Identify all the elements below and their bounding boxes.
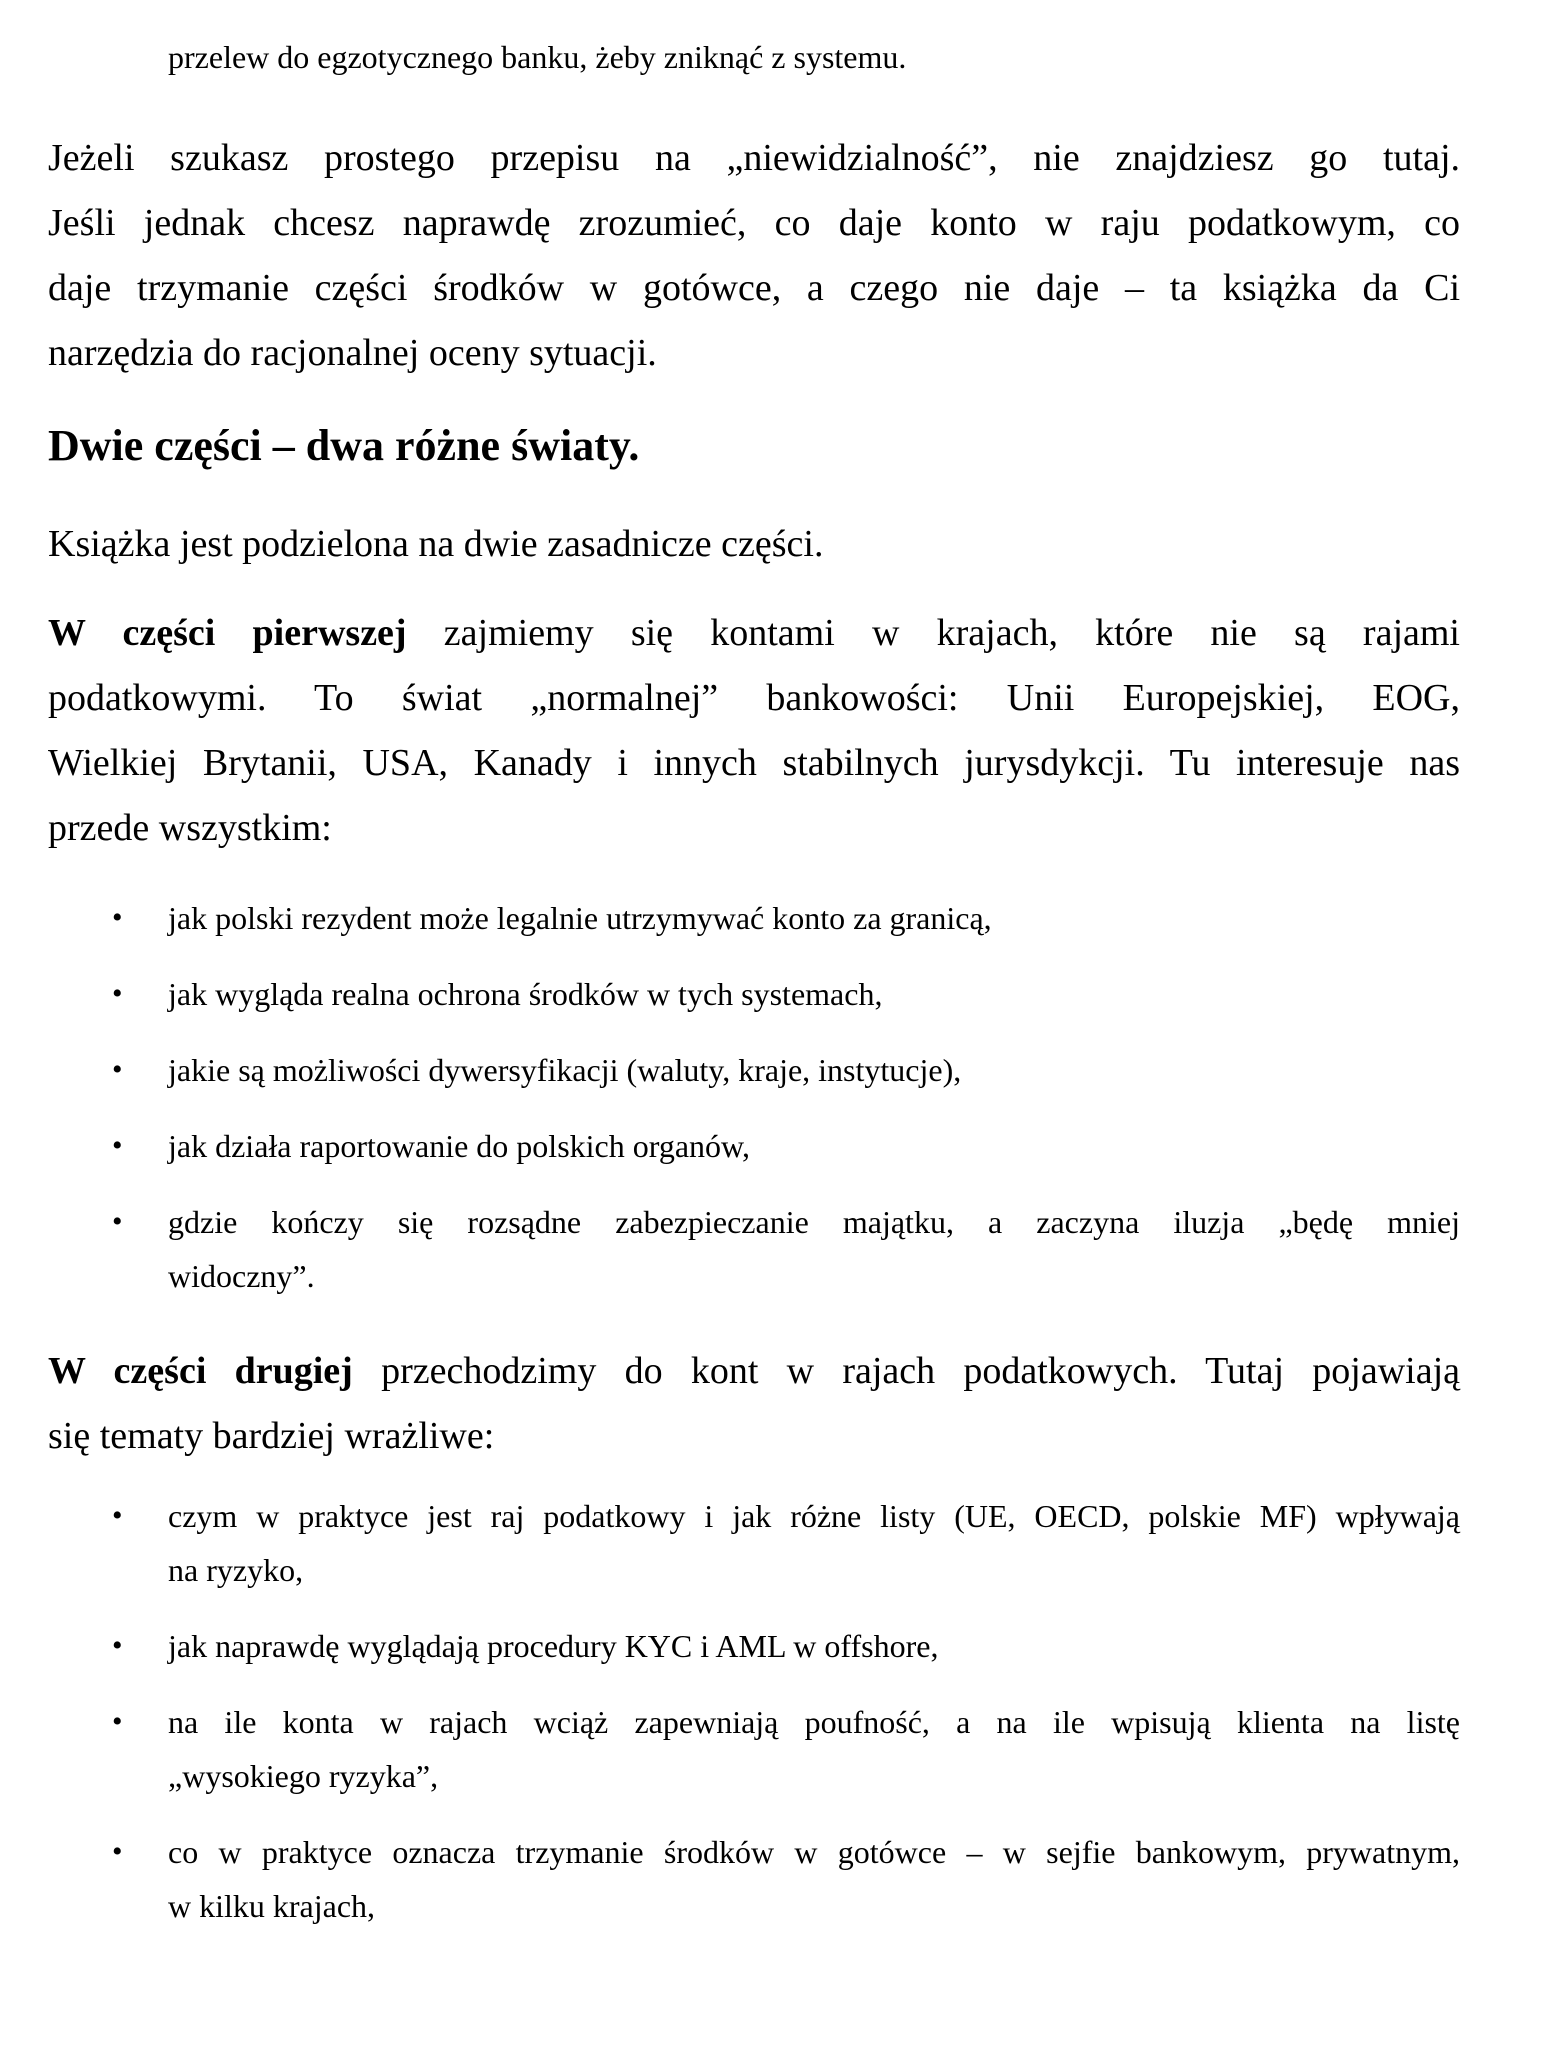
- lead-paragraph: [48, 512, 1460, 577]
- bullet-line: jak naprawdę wyglądają procedury KYC i AML w offshore,: [168, 1628, 939, 1664]
- bullet-item: [48, 1119, 1460, 1173]
- bullet-item: [48, 1195, 1460, 1303]
- bullet-marker: •: [112, 1705, 123, 1738]
- bullet-line: w kilku krajach,: [168, 1888, 376, 1924]
- bullet-line: czym w praktyce jest raj podatkowy i jak różne listy (UE, OECD, polskie MF) wpływają: [168, 1498, 1460, 1534]
- paragraph-line: się tematy bardziej wrażliwe:: [48, 1415, 495, 1457]
- paragraph-line: [48, 1339, 1460, 1404]
- bullet-item: [48, 1489, 1460, 1597]
- intro-paragraph: [48, 126, 1460, 386]
- bullet-line: gdzie kończy się rozsądne zabezpieczanie majątku, a zaczyna iluzja „będę mniej: [168, 1204, 1460, 1240]
- bullet-marker: •: [112, 1053, 123, 1086]
- bullet-line: jak działa raportowanie do polskich organów,: [168, 1128, 751, 1164]
- paragraph-line: Jeśli jednak chcesz naprawdę zrozumieć, co daje konto w raju podatkowym, co: [48, 202, 1460, 244]
- paragraph-line: Jeżeli szukasz prostego przepisu na „niewidzialność”, nie znajdziesz go tutaj.: [48, 137, 1460, 179]
- bullet-item: [48, 1043, 1460, 1097]
- part-one-paragraph: [48, 601, 1460, 861]
- bullet-marker: •: [112, 1835, 123, 1868]
- part-two-paragraph: [48, 1339, 1460, 1469]
- paragraph-line: podatkowymi. To świat „normalnej” bankowości: Unii Europejskiej, EOG,: [48, 677, 1460, 719]
- bullet-line: na ryzyko,: [168, 1552, 304, 1588]
- bullet-line: jak polski rezydent może legalnie utrzymywać konto za granicą,: [168, 900, 992, 936]
- bullet-list-part-two: [48, 1489, 1460, 1933]
- bold-lead: W części pierwszej: [48, 612, 407, 654]
- bullet-item: [48, 1619, 1460, 1673]
- bullet-line: jakie są możliwości dywersyfikacji (waluty, kraje, instytucje),: [168, 1052, 962, 1088]
- bullet-marker: •: [112, 901, 123, 934]
- bullet-item: [48, 967, 1460, 1021]
- bullet-marker: •: [112, 1629, 123, 1662]
- section-heading: Dwie części – dwa różne światy.: [48, 421, 640, 470]
- paragraph-line: Wielkiej Brytanii, USA, Kanady i innych stabilnych jurysdykcji. Tu interesuje nas: [48, 742, 1460, 784]
- paragraph-line: przede wszystkim:: [48, 807, 332, 849]
- bullet-line: „wysokiego ryzyka”,: [168, 1758, 439, 1794]
- bullet-line: co w praktyce oznacza trzymanie środków w gotówce – w sejfie bankowym, prywatnym,: [168, 1834, 1460, 1870]
- paragraph-line-rest: przechodzimy do kont w rajach podatkowych. Tutaj pojawiają: [352, 1350, 1460, 1392]
- bullet-marker: •: [112, 1129, 123, 1162]
- bullet-continuation-line: przelew do egzotycznego banku, żeby zniknąć z systemu.: [168, 39, 907, 75]
- bullet-marker: •: [112, 1499, 123, 1532]
- bullet-marker: •: [112, 1205, 123, 1238]
- paragraph-line: Książka jest podzielona na dwie zasadnicze części.: [48, 523, 824, 565]
- bullet-line: jak wygląda realna ochrona środków w tych systemach,: [168, 976, 883, 1012]
- bullet-list-part-one: [48, 891, 1460, 1303]
- bullet-item: [48, 891, 1460, 945]
- paragraph-line-rest: zajmiemy się kontami w krajach, które nie są rajami: [406, 612, 1460, 654]
- bullet-line: na ile konta w rajach wciąż zapewniają poufność, a na ile wpisują klienta na listę: [168, 1704, 1460, 1740]
- bullet-marker: •: [112, 977, 123, 1010]
- bullet-item: [48, 1695, 1460, 1803]
- bold-lead: W części drugiej: [48, 1350, 353, 1392]
- paragraph-line: narzędzia do racjonalnej oceny sytuacji.: [48, 332, 657, 374]
- paragraph-line: [48, 601, 1460, 666]
- bullet-item: [48, 1825, 1460, 1933]
- paragraph-line: daje trzymanie części środków w gotówce, a czego nie daje – ta książka da Ci: [48, 267, 1460, 309]
- bullet-line: widoczny”.: [168, 1258, 315, 1294]
